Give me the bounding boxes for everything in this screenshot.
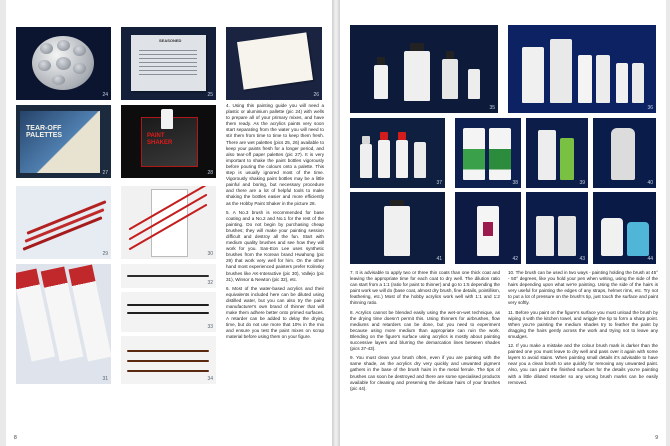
wet-palette-box — [131, 35, 206, 91]
photo-35-thinners — [350, 25, 498, 113]
bottle — [489, 128, 511, 180]
photo-number: 43 — [579, 256, 585, 262]
photo-number: 32 — [207, 280, 213, 286]
bottle — [404, 51, 430, 101]
palette-sheet — [237, 32, 313, 89]
photo-number: 33 — [207, 324, 213, 330]
photo-number: 28 — [207, 170, 213, 176]
palette-well — [40, 43, 53, 54]
bottle — [360, 144, 372, 178]
photo-34-brushes — [121, 336, 216, 384]
bottle — [616, 63, 628, 103]
bottle — [550, 39, 572, 103]
photo-number: 40 — [647, 180, 653, 186]
photo-number: 29 — [102, 251, 108, 257]
palette-well — [73, 45, 86, 56]
photo-number: 42 — [512, 256, 518, 262]
paragraph: 11. Before you paint on the figure's surface you must unload the brush by wiping it with the kitchen towel, and wriggle the tip to form a sharp point. When you're painting the medium shades try to feather the paint by dragging the hairs gently across the work and trying not to leave any smudges. — [508, 309, 658, 339]
paragraph: 4. Using this painting guide you will need a plastic or aluminium pallette (pic 24) with wells to prepare all of your primary mixes, and have them ready. As the acrylics paints very soon start separating from the water you will need to stir them from time to time to keep them fresh. There are wet palettes (pics 25, 26) available to keep your paints fresh for a longer period, and also tear-off paper palettes (pic 27). It is very important to shake the paint bottles vigorously before pouring the colours onto a palette. This step is usually ignored most of the time. Vigorously shaking paint bottles may be a little painful and boring, but necessary procedure and there are a lot of helpful tools to make shaking the bottles easier and more efficiently as the Hobby Paint Shaker in the picture 28. — [226, 103, 324, 206]
photo-29-brushes — [16, 186, 111, 259]
paragraph: 6. Most of the water-based acrylics and their equivalents included here can be diluted using distilled water, but you can also try the paint manufacturer's own brand of thinner that will make them adhere better onto primed surfaces. A retarder can be added to delay the drying time, but do not use more that 10% in the mix and ensure you test the paint mixes on scrap material before using them on your figure. — [226, 285, 324, 340]
photo-number: 26 — [313, 92, 319, 98]
photo-number: 38 — [512, 180, 518, 186]
bottle — [627, 222, 649, 256]
bottle — [378, 140, 390, 178]
page-number: 9 — [655, 435, 658, 441]
bottle-cap — [446, 51, 454, 59]
palette-well — [52, 75, 65, 85]
photo-41-acrylic-thinner — [350, 192, 445, 264]
bottle — [611, 128, 635, 180]
photo-number: 41 — [436, 256, 442, 262]
bottle — [560, 138, 574, 180]
photo-37-paint-bottles — [350, 118, 445, 188]
photo-40-brush-soap — [593, 118, 656, 188]
paragraph: 9. You must clean your brush often, even if you are painting with the same shade, as the acrylics dry very quickly and unwanted pigment gathers in the base of the brush hairs in the metal ferrule. The tips of brushes can soon be destroyed and there are some specialised products available for cleaning and preserving the delicate hairs of your brushes (pic 44). — [350, 355, 500, 391]
right-page-text-col1 — [350, 270, 500, 395]
paragraph: 12. If you make a mistake and the colour brush mark is darker than the painted one you must leave to dry well and pass over it again with some layers to avoid stains. When painting small details it's advisable to have near you a clean brush to use quickly for removing any unwanted paint. Also, you can paint the finished surfaces for the details you're painting with a little diluted retarder so any wrong brush marks can be easily removed. — [508, 343, 658, 385]
box-label: SEASONED — [159, 38, 182, 43]
brush — [127, 370, 209, 372]
photo-28-paint-shaker — [121, 105, 216, 178]
palette-well — [38, 60, 51, 71]
photo-32-brushes — [121, 264, 216, 288]
bottle — [396, 140, 408, 178]
left-page-text — [226, 103, 324, 344]
bottle-cap — [410, 43, 424, 51]
photo-42-bottle — [455, 192, 521, 264]
photo-number: 25 — [207, 92, 213, 98]
bottle — [522, 47, 544, 103]
photo-33-brushes — [121, 292, 216, 332]
paragraph: 10. The brush can be used in two ways - painting holding the brush at 45° - 50° degrees, like you hold your pen when writing, using the side of the hairs depending upon what we're painting. Using the side of the hairs is very useful for painting the edges of any straps, helmet rims, etc. Try not to put a lot of pressure on the brush's tip, just touch the surface and paint very softly. — [508, 270, 658, 306]
photo-number: 34 — [207, 376, 213, 382]
photo-39-brush-cleaner — [526, 118, 588, 188]
bottle — [558, 216, 576, 256]
right-page-text-col2 — [508, 270, 658, 389]
bottle-cap — [390, 200, 404, 206]
photo-number: 44 — [647, 256, 653, 262]
photo-number: 30 — [207, 251, 213, 257]
bottle — [632, 63, 644, 103]
bottle — [468, 69, 480, 99]
bottle — [596, 55, 610, 103]
photo-27-tear-off-palettes — [16, 105, 111, 178]
photo-44-brush-care — [593, 192, 656, 264]
palettes-pad — [20, 111, 100, 173]
photo-26-wet-palette-open — [226, 27, 322, 100]
palettes-title: TEAR-OFF PALETTES — [26, 125, 63, 139]
brush — [127, 360, 209, 362]
brush — [127, 350, 209, 352]
photo-43-bottles — [526, 192, 588, 264]
bottle — [442, 59, 458, 99]
photo-number: 31 — [102, 376, 108, 382]
bottle — [578, 55, 592, 103]
bottle — [601, 218, 623, 256]
brush — [127, 275, 209, 277]
bottle — [384, 206, 410, 256]
paint-bottle — [161, 109, 173, 129]
page-number: 8 — [14, 435, 17, 441]
brush — [25, 208, 105, 243]
photo-30-ak-brushes — [121, 186, 216, 259]
paragraph: 5. A No.3 brush is recommended for base coating and a No.2 and No.1 for the rest of the painting. Do not begin by purchasing cheap brushes; they will make your painting session difficult and destroy all the fun. Start with medium quality brushes and see how they will work for you. San-Eon Lee uses synthetic brushes from the Korean brand Hwahong (pic 29) that work very well for him. On the other hand most experienced painters prefer Kolinsky brushes like AK-Interactive (pic 30), Vallejo (pic 31), Winsor & Newton (pic 32), etc. — [226, 209, 324, 282]
left-page — [6, 0, 332, 446]
photo-number: 37 — [436, 180, 442, 186]
bottle-cap — [398, 132, 406, 140]
palette-well — [56, 57, 71, 70]
bottle-cap — [377, 57, 385, 65]
brush — [127, 304, 209, 306]
paragraph: 8. Acrylics cannot be blended easily using the wet-on-wet technique, as the drying time doesn't permit this. Using thinners for airbrushes, flow mediums and retarders can be done, but you need to experiment because using more medium than appropriate can ruin the work. Blending on the figure's surface using acrylics is mostly about painting successive layers and blurring the demarcation lines between shades (pics 37-43). — [350, 309, 500, 352]
photo-38-cleaners — [455, 118, 521, 188]
photo-number: 39 — [579, 180, 585, 186]
photo-number: 24 — [102, 92, 108, 98]
bottle-logo — [483, 222, 493, 236]
right-page — [340, 0, 666, 446]
photo-24-palette — [16, 27, 111, 100]
bottle — [536, 216, 554, 256]
photo-36-mediums — [508, 25, 656, 113]
shaker-label: PAINT SHAKER — [147, 133, 173, 146]
bottle — [374, 65, 388, 99]
brush — [23, 216, 103, 251]
palette-well — [73, 63, 86, 74]
palette-well — [57, 40, 70, 51]
book-gutter — [332, 0, 340, 446]
bottle — [463, 128, 485, 180]
photo-25-wet-palette — [121, 27, 216, 100]
bottle-cap — [380, 132, 388, 140]
bottle — [538, 130, 556, 180]
photo-number: 27 — [102, 170, 108, 176]
paragraph: 7. It is advisable to apply two or three thin coats than one thick coat and leaving the appropriate time for each coat to dry well. The dilution ratio can start from a 1:1 (ratio for paint to thinner) and go to 1:5 depending the paint work we will do (base coat, almost dry brush, fine details, pointillism, feathering, etc.) Most of the hobby acrylics work well with 1:1 and 1:2 thinning ratio. — [350, 270, 500, 306]
photo-31-vallejo-brushes — [16, 264, 111, 384]
brush — [127, 312, 209, 314]
bottle-cap — [362, 136, 370, 144]
bottle — [414, 142, 426, 178]
box-text-lines — [139, 47, 197, 77]
photo-number: 35 — [489, 105, 495, 111]
photo-number: 36 — [647, 105, 653, 111]
